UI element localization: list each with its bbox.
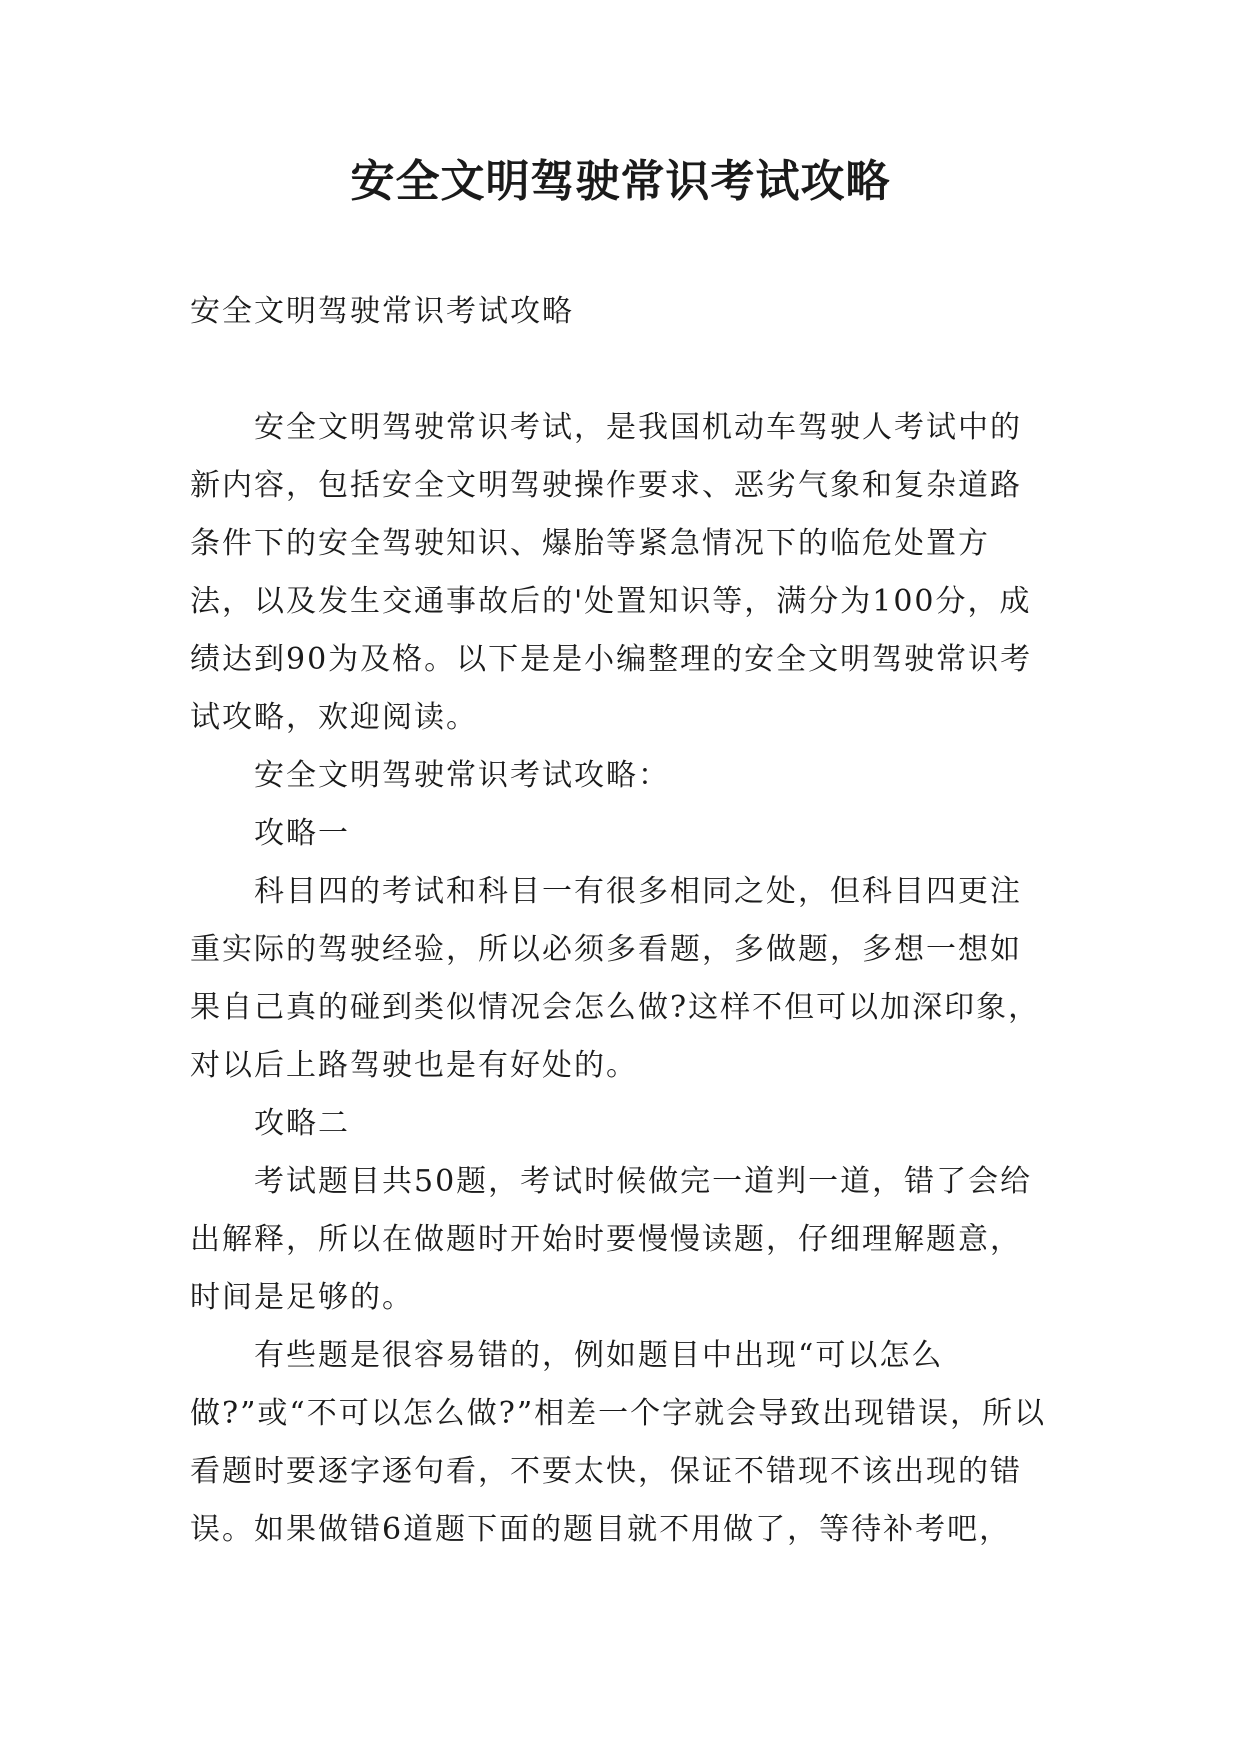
section-heading: 安全文明驾驶常识考试攻略：	[254, 758, 670, 793]
tip-two-paragraph-continued: 有些题是很容易错的，例如题目中出现“可以怎么做?”或“不可以怎么做?”相差一个字就会导致出现错误，所以看题时要逐字逐句看，不要太快，保证不错现不该出现的错误。如果做错6道题下面的题目就不用做了，等待补考吧，	[190, 1338, 1047, 1547]
document-subtitle: 安全文明驾驶常识考试攻略	[190, 294, 574, 329]
tip-two-paragraph: 考试题目共50题，考试时候做完一道判一道，错了会给出解释，所以在做题时开始时要慢慢读题，仔细理解题意，时间是足够的。	[190, 1164, 1033, 1315]
page-title: 安全文明驾驶常识考试攻略	[350, 156, 891, 207]
tip-one-heading: 攻略一	[254, 816, 350, 851]
tip-two-heading: 攻略二	[254, 1106, 350, 1141]
tip-one-paragraph: 科目四的考试和科目一有很多相同之处，但科目四更注重实际的驾驶经验，所以必须多看题，多做题，多想一想如果自己真的碰到类似情况会怎么做?这样不但可以加深印象，对以后上路驾驶也是有好处的。	[190, 874, 1041, 1083]
intro-paragraph: 安全文明驾驶常识考试，是我国机动车驾驶人考试中的新内容，包括安全文明驾驶操作要求、恶劣气象和复杂道路条件下的安全驾驶知识、爆胎等紧急情况下的临危处置方法，以及发生交通事故后的'处置知识等，满分为100分，成绩达到90为及格。以下是是小编整理的安全文明驾驶常识考试攻略，欢迎阅读。	[190, 410, 1033, 735]
document-body	[190, 283, 1052, 1559]
